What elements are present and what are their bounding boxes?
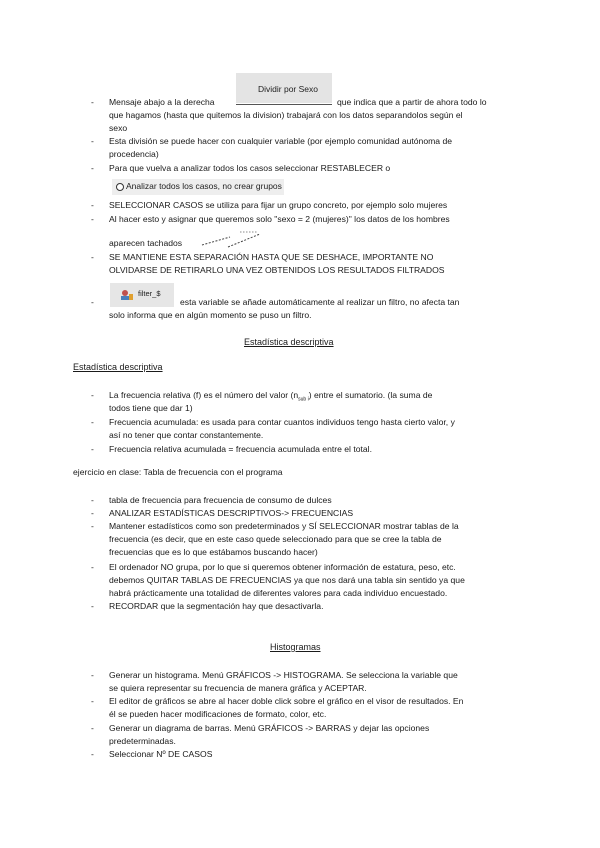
- list-item-text: SELECCIONAR CASOS se utiliza para fijar un grupo concreto, por ejemplo solo mujeres: [109, 200, 448, 210]
- bullet-dash: -: [91, 417, 94, 427]
- list-item-text: Frecuencia relativa acumulada = frecuencia acumulada entre el total.: [109, 444, 372, 454]
- list-item-text: El editor de gráficos se abre al hacer doble click sobre el gráfico en el visor de resultados. En: [109, 696, 464, 706]
- list-item-text: frecuencias que es lo que estábamos buscando hacer): [109, 547, 318, 557]
- list-item-text: RECORDAR que la segmentación hay que desactivarla.: [109, 601, 324, 611]
- bullet-dash: -: [91, 562, 94, 572]
- list-item-text: debemos QUITAR TABLAS DE FRECUENCIAS ya que nos dará una tabla sin sentido ya que: [109, 575, 465, 585]
- bullet-dash: -: [91, 508, 94, 518]
- list-item-text: procedencia): [109, 149, 159, 159]
- list-item-text: Esta división se puede hacer con cualquier variable (por ejemplo comunidad autónoma de: [109, 136, 453, 146]
- bullet-dash: -: [91, 297, 94, 307]
- list-item-text: El ordenador NO grupa, por lo que si queremos obtener información de estatura, peso, etc.: [109, 562, 456, 572]
- list-item-text: SE MANTIENE ESTA SEPARACIÓN HASTA QUE SE DESHACE, IMPORTANTE NO: [109, 252, 434, 262]
- filter-variable-screenshot: [110, 283, 174, 307]
- list-item-text: Generar un diagrama de barras. Menú GRÁFICOS -> BARRAS y dejar las opciones: [109, 723, 430, 733]
- list-item-text: frecuencia (es decir, que en este caso quede seleccionado para que se cree la tabla de: [109, 534, 442, 544]
- list-item-text: Mensaje abajo a la derecha: [109, 97, 215, 107]
- scale-variable-icon: [120, 289, 134, 301]
- radio-circle-icon: [116, 183, 124, 191]
- filter-variable-label: filter_$: [138, 289, 161, 298]
- bullet-dash: -: [91, 601, 94, 611]
- list-item-text: sexo: [109, 123, 128, 133]
- strikethrough-data-image: [200, 231, 262, 249]
- list-item-text: predeterminadas.: [109, 736, 176, 746]
- list-item-text: habrá prácticamente una totalidad de diferentes valores para cada individuo encuestado.: [109, 588, 448, 598]
- bullet-dash: -: [91, 97, 94, 107]
- exercise-intro: ejercicio en clase: Tabla de frecuencia con el programa: [73, 467, 283, 477]
- list-item-text: Al hacer esto y asignar que queremos solo "sexo = 2 (mujeres)" los datos de los hombres: [109, 214, 450, 224]
- section-title: Estadística descriptiva: [244, 337, 334, 347]
- bullet-dash: -: [91, 390, 94, 400]
- bullet-dash: -: [91, 136, 94, 146]
- bullet-dash: -: [91, 749, 94, 759]
- radio-option-label: Analizar todos los casos, no crear grupos: [126, 181, 282, 191]
- list-item-text: Generar un histograma. Menú GRÁFICOS -> HISTOGRAMA. Se selecciona la variable que: [109, 670, 458, 680]
- list-item-text: que hagamos (hasta que quitemos la division) trabajará con los datos separandolos según el: [109, 110, 463, 120]
- list-item-text: Mantener estadísticos como son predeterminados y SÍ SELECCIONAR mostrar tablas de la: [109, 521, 459, 531]
- bullet-dash: -: [91, 521, 94, 531]
- list-item-text: Para que vuelva a analizar todos los casos seleccionar RESTABLECER o: [109, 163, 391, 173]
- list-item-text: se quiera representar su frecuencia de manera gráfica y ACEPTAR.: [109, 683, 367, 693]
- list-item-text: todos tiene que dar 1): [109, 403, 193, 413]
- subsection-title: Estadística descriptiva: [73, 362, 163, 372]
- list-item-text: así no tener que contar constantemente.: [109, 430, 264, 440]
- bullet-dash: -: [91, 214, 94, 224]
- text-fragment: La frecuencia relativa (f) es el número del valor (n: [109, 390, 299, 400]
- bullet-dash: -: [91, 444, 94, 454]
- list-item-text: que indica que a partir de ahora todo lo: [337, 97, 487, 107]
- bullet-dash: -: [91, 252, 94, 262]
- strike-line: [202, 237, 230, 245]
- list-item-text: aparecen tachados: [109, 238, 183, 248]
- strike-line: [228, 234, 260, 247]
- subscript: sub i: [298, 396, 309, 403]
- list-item-text: ANALIZAR ESTADÍSTICAS DESCRIPTIVOS-> FRECUENCIAS: [109, 508, 354, 518]
- list-item-text: Frecuencia acumulada: es usada para contar cuantos individuos tengo hasta cierto valor, y: [109, 417, 455, 427]
- bullet-dash: -: [91, 723, 94, 733]
- dividir-por-sexo-screenshot: [236, 73, 332, 103]
- text-fragment: ) entre el sumatorio. (la suma de: [308, 390, 433, 400]
- underline-rule: [236, 104, 332, 105]
- list-item-text: Seleccionar Nº DE CASOS: [109, 749, 213, 759]
- bullet-dash: -: [91, 495, 94, 505]
- list-item-text: tabla de frecuencia para frecuencia de consumo de dulces: [109, 495, 332, 505]
- section-title: Histogramas: [270, 642, 321, 652]
- list-item-text: OLVIDARSE DE RETIRARLO UNA VEZ OBTENIDOS LOS RESULTADOS FILTRADOS: [109, 265, 445, 275]
- list-item-text: esta variable se añade automáticamente al realizar un filtro, no afecta tan: [180, 297, 460, 307]
- bullet-dash: -: [91, 163, 94, 173]
- bullet-dash: -: [91, 696, 94, 706]
- bullet-dash: -: [91, 670, 94, 680]
- list-item-text: él se pueden hacer modificaciones de formato, color, etc.: [109, 709, 327, 719]
- dividir-por-sexo-label: Dividir por Sexo: [258, 84, 318, 94]
- list-item-text: solo informa que en algún momento se puso un filtro.: [109, 310, 312, 320]
- bullet-dash: -: [91, 200, 94, 210]
- radio-option-screenshot: [112, 179, 284, 195]
